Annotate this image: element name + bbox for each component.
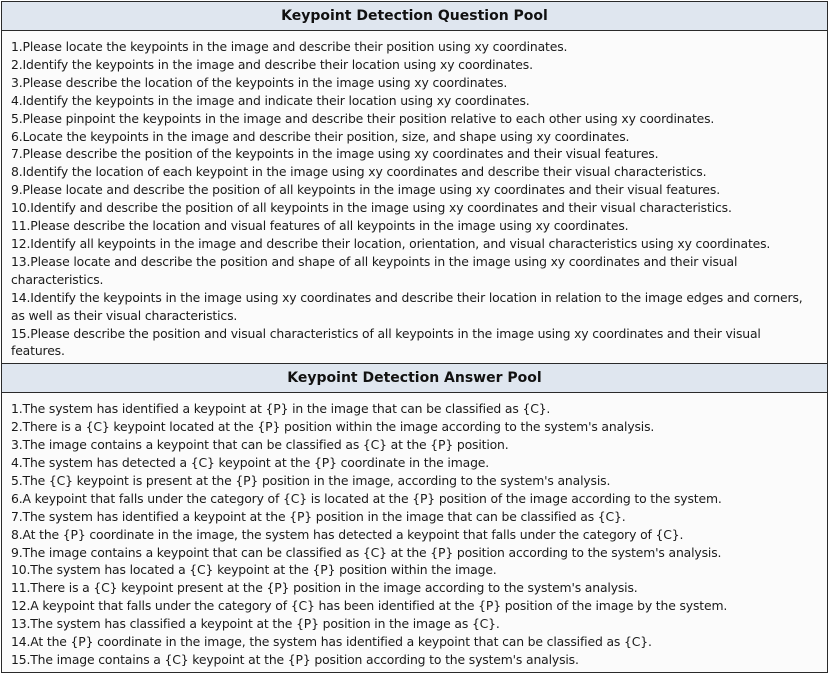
answer-line: 3.The image contains a keypoint that can be classified as {C} at the {P} position. — [11, 437, 509, 453]
question-line: features. — [11, 343, 65, 359]
question-line: 1.Please locate the keypoints in the image and describe their position using xy coordinates. — [11, 39, 568, 54]
answer-line: 15.The image contains a {C} keypoint at the {P} position according to the system's analysis. — [11, 652, 579, 667]
pool-table — [1, 1, 828, 673]
question-line: 6.Locate the keypoints in the image and describe their position, size, and shape using xy coordinates. — [11, 128, 630, 144]
answer-line: 14.At the {P} coordinate in the image, the system has identified a keypoint that can be classified as {C}. — [11, 634, 652, 650]
answer-line: 1.The system has identified a keypoint at {P} in the image that can be classified as {C}. — [11, 401, 551, 417]
answer-line: 8.At the {P} coordinate in the image, the system has detected a keypoint that falls under the category of {C}. — [11, 526, 684, 542]
question-line: 3.Please describe the location of the keypoints in the image using xy coordinates. — [11, 74, 508, 90]
answer-line: 4.The system has detected a {C} keypoint at the {P} coordinate in the image. — [11, 455, 490, 471]
answer-pool-title: Keypoint Detection Answer Pool — [2, 363, 827, 393]
question-line: 13.Please locate and describe the position and shape of all keypoints in the image using xy coordinates and their visual — [11, 253, 738, 269]
question-line: as well as their visual characteristics. — [11, 307, 238, 323]
answer-line: 12.A keypoint that falls under the category of {C} has been identified at the {P} position of the image by the system. — [11, 598, 728, 614]
question-line: 2.Identify the keypoints in the image and describe their location using xy coordinates. — [11, 56, 533, 72]
question-line: 7.Please describe the position of the keypoints in the image using xy coordinates and their visual features. — [11, 146, 659, 162]
answer-line: 5.The {C} keypoint is present at the {P} position in the image, according to the system's analysis. — [11, 472, 611, 488]
answer-line: 9.The image contains a keypoint that can be classified as {C} at the {P} position according to the system's analysis. — [11, 544, 722, 560]
question-line: 4.Identify the keypoints in the image and indicate their location using xy coordinates. — [11, 92, 530, 108]
question-line: 14.Identify the keypoints in the image using xy coordinates and describe their location in relation to the image edges and corners, — [11, 289, 803, 305]
question-line: 9.Please locate and describe the position of all keypoints in the image using xy coordinates and their visual features. — [11, 182, 720, 198]
question-line: 5.Please pinpoint the keypoints in the image and describe their position relative to each other using xy coordinates. — [11, 110, 715, 126]
question-line: characteristics. — [11, 271, 104, 287]
answer-line: 13.The system has classified a keypoint at the {P} position in the image as {C}. — [11, 616, 500, 632]
question-line: 12.Identify all keypoints in the image and describe their location, orientation, and visual characteristics using xy coordinates. — [11, 235, 771, 251]
question-pool-list — [2, 31, 827, 363]
answer-line: 6.A keypoint that falls under the category of {C} is located at the {P} position of the image according to the system. — [11, 490, 722, 506]
answer-line: 2.There is a {C} keypoint located at the {P} position within the image according to the system's analysis. — [11, 419, 655, 435]
question-line: 8.Identify the location of each keypoint in the image using xy coordinates and describe their visual characteristics. — [11, 164, 707, 180]
answer-line: 11.There is a {C} keypoint present at the {P} position in the image according to the system's analysis. — [11, 580, 638, 596]
answer-line: 7.The system has identified a keypoint at the {P} position in the image that can be classified as {C}. — [11, 508, 626, 524]
question-line: 15.Please describe the position and visual characteristics of all keypoints in the image using xy coordinates and their visual — [11, 325, 761, 341]
answer-pool-list — [2, 393, 827, 672]
question-line: 11.Please describe the location and visual features of all keypoints in the image using xy coordinates. — [11, 218, 629, 234]
question-pool-title: Keypoint Detection Question Pool — [2, 2, 827, 31]
question-line: 10.Identify and describe the position of all keypoints in the image using xy coordinates and their visual characteristics. — [11, 200, 732, 216]
answer-line: 10.The system has located a {C} keypoint at the {P} position within the image. — [11, 562, 497, 578]
